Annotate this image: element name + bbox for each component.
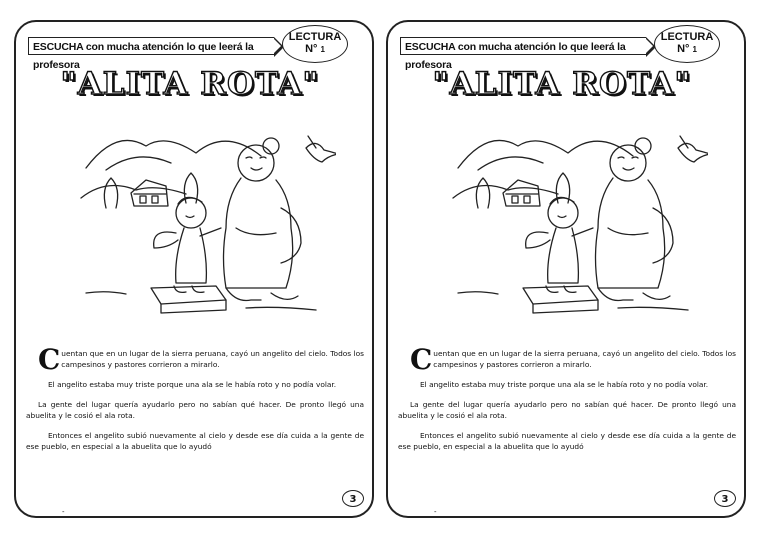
page-number: 3 [342,490,364,507]
lectura-badge [654,25,720,63]
lectura-number: N° 1 [305,43,325,55]
story-text [398,343,736,461]
lectura-label: LECTURA [660,31,714,43]
footer-mark: - [62,508,65,516]
angel-and-grandmother-illustration [448,108,708,328]
story-paragraph-4: Entonces el angelito subió nuevamente al cielo y desde ese día cuida a la gente de ese pueblo, en especial a la abuelita que lo ayudó [26,431,364,451]
story-paragraph-4: Entonces el angelito subió nuevamente al cielo y desde ese día cuida a la gente de ese pueblo, en especial a la abuelita que lo ayudó [398,431,736,451]
lectura-number: N° 1 [677,43,697,55]
instruction-banner: ESCUCHA con mucha atención lo que leerá la profesora [28,37,274,55]
instruction-banner: ESCUCHA con mucha atención lo que leerá la profesora [400,37,646,55]
footer-mark: - [434,508,437,516]
story-paragraph-1: Cuentan que en un lugar de la sierra peruana, cayó un angelito del cielo. Todos los campesinos y pastores corrieron a mirarlo. [410,343,736,376]
story-paragraph-1: Cuentan que en un lugar de la sierra peruana, cayó un angelito del cielo. Todos los campesinos y pastores corrieron a mirarlo. [38,343,364,376]
angel-and-grandmother-illustration [76,108,336,328]
story-text [26,343,364,461]
worksheet-page-right [386,20,746,518]
drop-cap: C [38,343,61,376]
page-number: 3 [714,490,736,507]
story-title: "ALITA ROTA" [60,66,320,102]
story-paragraph-3: La gente del lugar quería ayudarlo pero no sabían qué hacer. De pronto llegó una abuelita y le cosió el ala rota. [398,400,736,420]
story-paragraph-3: La gente del lugar quería ayudarlo pero no sabían qué hacer. De pronto llegó una abuelita y le cosió el ala rota. [26,400,364,420]
drop-cap: C [410,343,433,376]
lectura-badge [282,25,348,63]
worksheet-page-left [14,20,374,518]
lectura-label: LECTURA [288,31,342,43]
story-title: "ALITA ROTA" [432,66,692,102]
story-paragraph-2: El angelito estaba muy triste porque una ala se le había roto y no podía volar. [420,380,709,389]
story-paragraph-2: El angelito estaba muy triste porque una ala se le había roto y no podía volar. [48,380,337,389]
